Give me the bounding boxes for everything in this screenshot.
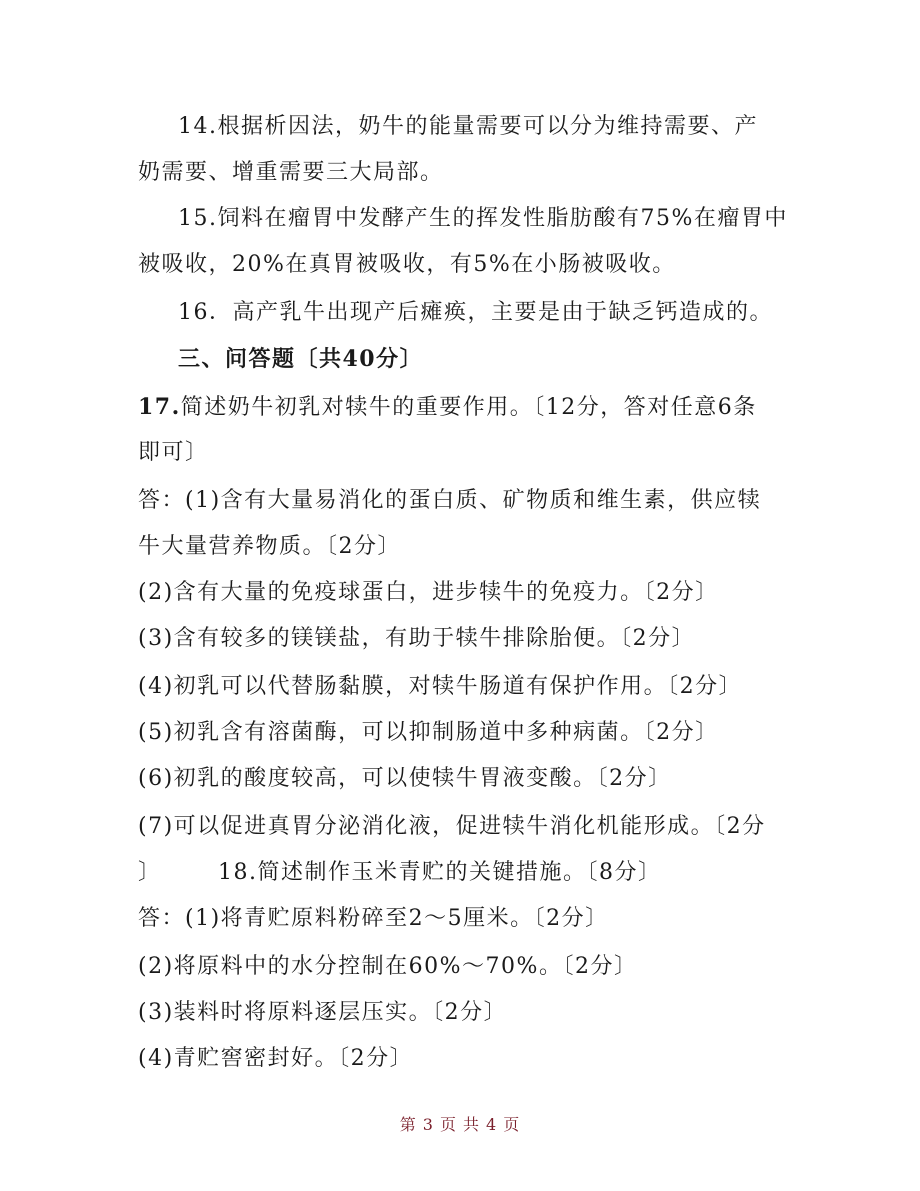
- answer-17-4: (4)初乳可以代替肠黏膜，对犊牛肠道有保护作用。〔2分〕: [138, 674, 743, 699]
- item-15-line-2: 被吸收，20%在真胃被吸收，有5%在小肠被吸收。: [138, 252, 676, 277]
- item-16: 16．高产乳牛出现产后瘫痪，主要是由于缺乏钙造成的。: [178, 300, 773, 325]
- answer-17-6: (6)初乳的酸度较高，可以使犊牛胃液变酸。〔2分〕: [138, 766, 672, 791]
- answer-17-7-close: 〕: [138, 860, 162, 885]
- answer-17-3: (3)含有较多的镁镁盐，有助于犊牛排除胎便。〔2分〕: [138, 626, 696, 651]
- question-18: 18.简述制作玉米青贮的关键措施。〔8分〕: [218, 860, 662, 885]
- footer-current-page: 3: [422, 1115, 434, 1134]
- answer-18-3: (3)装料时将原料逐层压实。〔2分〕: [138, 1000, 508, 1025]
- item-14-line-2: 奶需要、增重需要三大局部。: [138, 160, 444, 185]
- answer-17-1-line-2: 牛大量营养物质。〔2分〕: [138, 534, 401, 559]
- answer-17-5: (5)初乳含有溶菌酶，可以抑制肠道中多种病菌。〔2分〕: [138, 720, 719, 745]
- question-17-text: 简述奶牛初乳对犊牛的重要作用。〔12分，答对任意6条: [180, 395, 757, 420]
- page-footer: [0, 1112, 920, 1135]
- question-17-line-1: [138, 392, 757, 423]
- footer-page-word: 页: [439, 1115, 457, 1134]
- item-14-line-1: 14.根据析因法，奶牛的能量需要可以分为维持需要、产: [178, 114, 758, 139]
- question-17-number: 17.: [138, 394, 181, 420]
- question-17-line-2: 即可〕: [138, 440, 209, 465]
- answer-18-1: 答：(1)将青贮原料粉碎至2～5厘米。〔2分〕: [138, 906, 609, 931]
- answer-18-4: (4)青贮窖密封好。〔2分〕: [138, 1046, 414, 1071]
- answer-17-7: (7)可以促进真胃分泌消化液，促进犊牛消化机能形成。〔2分: [138, 814, 766, 839]
- answer-18-2: (2)将原料中的水分控制在60%～70%。〔2分〕: [138, 954, 638, 979]
- item-15-line-1: 15.饲料在瘤胃中发酵产生的挥发性脂肪酸有75%在瘤胃中: [178, 206, 788, 231]
- footer-suffix: 页: [503, 1115, 521, 1134]
- footer-prefix: 第: [399, 1115, 417, 1134]
- section-heading-3: 三、问答题〔共40分〕: [178, 346, 424, 372]
- answer-17-2: (2)含有大量的免疫球蛋白，进步犊牛的免疫力。〔2分〕: [138, 580, 719, 605]
- answer-17-1-line-1: 答：(1)含有大量易消化的蛋白质、矿物质和维生素，供应犊: [138, 488, 762, 513]
- footer-total-word: 共: [463, 1115, 481, 1134]
- footer-total-pages: 4: [486, 1115, 498, 1134]
